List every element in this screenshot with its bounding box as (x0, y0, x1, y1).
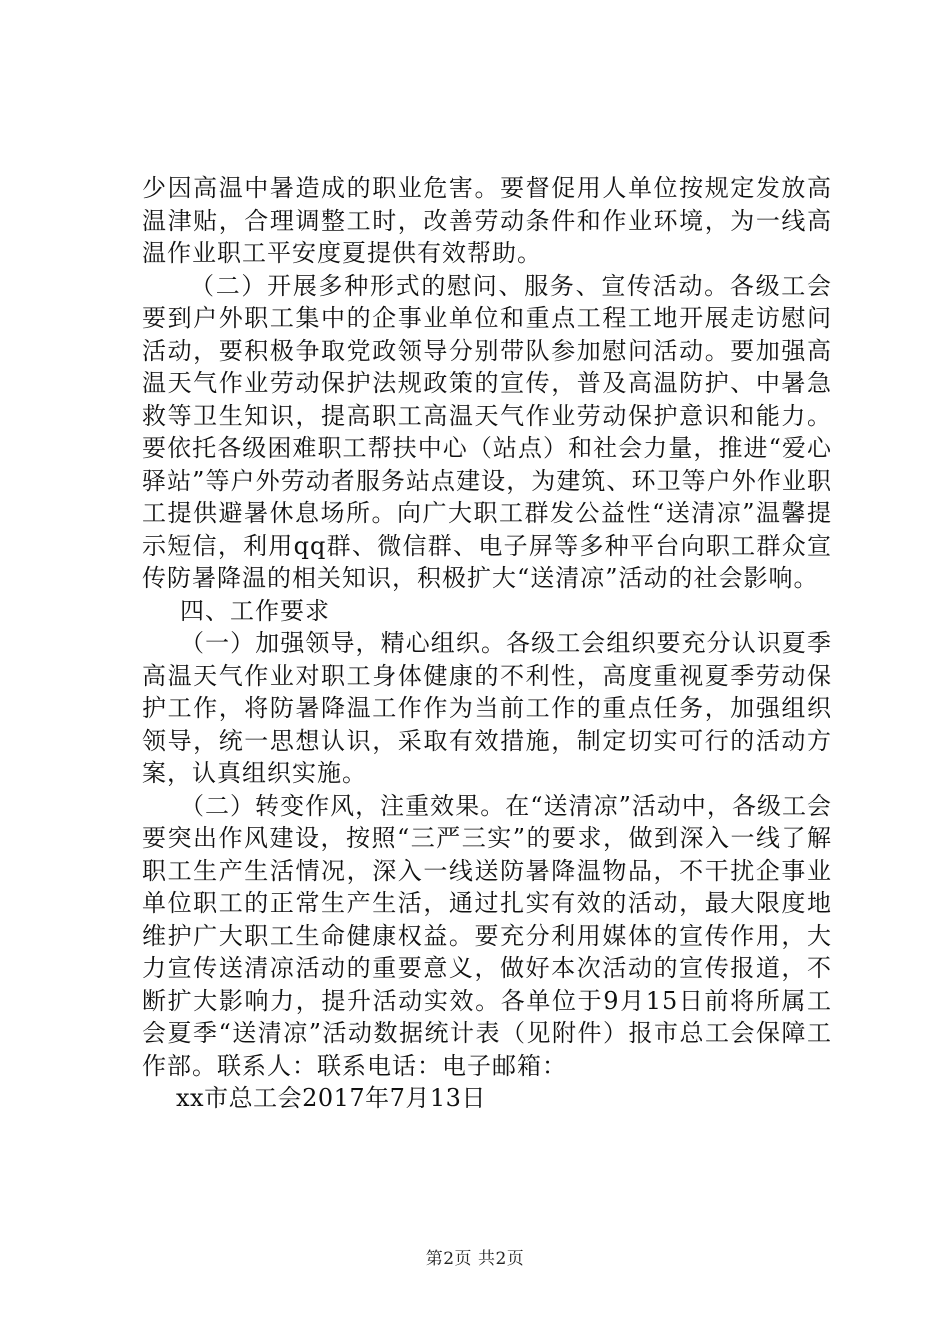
paragraph-activities: （二）开展多种形式的慰问、服务、宣传活动。各级工会要到户外职工集中的企事业单位和重点工程工地开展走访慰问活动，要积极争取党政领导分别带队参加慰问活动。要加强高温天气作业劳动保护法规政策的宣传，普及高温防护、中暑急救等卫生知识，提高职工高温天气作业劳动保护意识和能力。要依托各级困难职工帮扶中心（站点）和社会力量，推进“爱心驿站”等户外劳动者服务站点建设，为建筑、环卫等户外作业职工提供避暑休息场所。向广大职工群发公益性“送清凉”温馨提示短信，利用qq群、微信群、电子屏等多种平台向职工群众宣传防暑降温的相关知识，积极扩大“送清凉”活动的社会影响。 (142, 271, 832, 592)
section-heading: 四、工作要求 (180, 596, 330, 625)
document-body (142, 172, 832, 1115)
requirement-leadership: （一）加强领导，精心组织。各级工会组织要充分认识夏季高温天气作业对职工身体健康的不利性，高度重视夏季劳动保护工作，将防暑降温工作作为当前工作的重点任务，加强组织领导，统一思想认识，采取有效措施，制定切实可行的活动方案，认真组织实施。 (142, 629, 832, 787)
page-number-footer: 第2页 共2页 (425, 1249, 525, 1269)
signature-line: xx市总工会2017年7月13日 (176, 1084, 486, 1112)
paragraph-continuation: 少因高温中暑造成的职业危害。要督促用人单位按规定发放高温津贴，合理调整工时，改善劳动条件和作业环境，为一线高温作业职工平安度夏提供有效帮助。 (142, 174, 832, 267)
requirement-style: （二）转变作风，注重效果。在“送清凉”活动中，各级工会要突出作风建设，按照“三严三实”的要求，做到深入一线了解职工生产生活情况，深入一线送防暑降温物品，不干扰企事业单位职工的正常生产生活，通过扎实有效的活动，最大限度地维护广大职工生命健康权益。要充分利用媒体的宣传作用，大力宣传送清凉活动的重要意义，做好本次活动的宣传报道，不断扩大影响力，提升活动实效。各单位于9月15日前将所属工会夏季“送清凉”活动数据统计表（见附件）报市总工会保障工作部。联系人：联系电话：电子邮箱： (142, 791, 832, 1080)
